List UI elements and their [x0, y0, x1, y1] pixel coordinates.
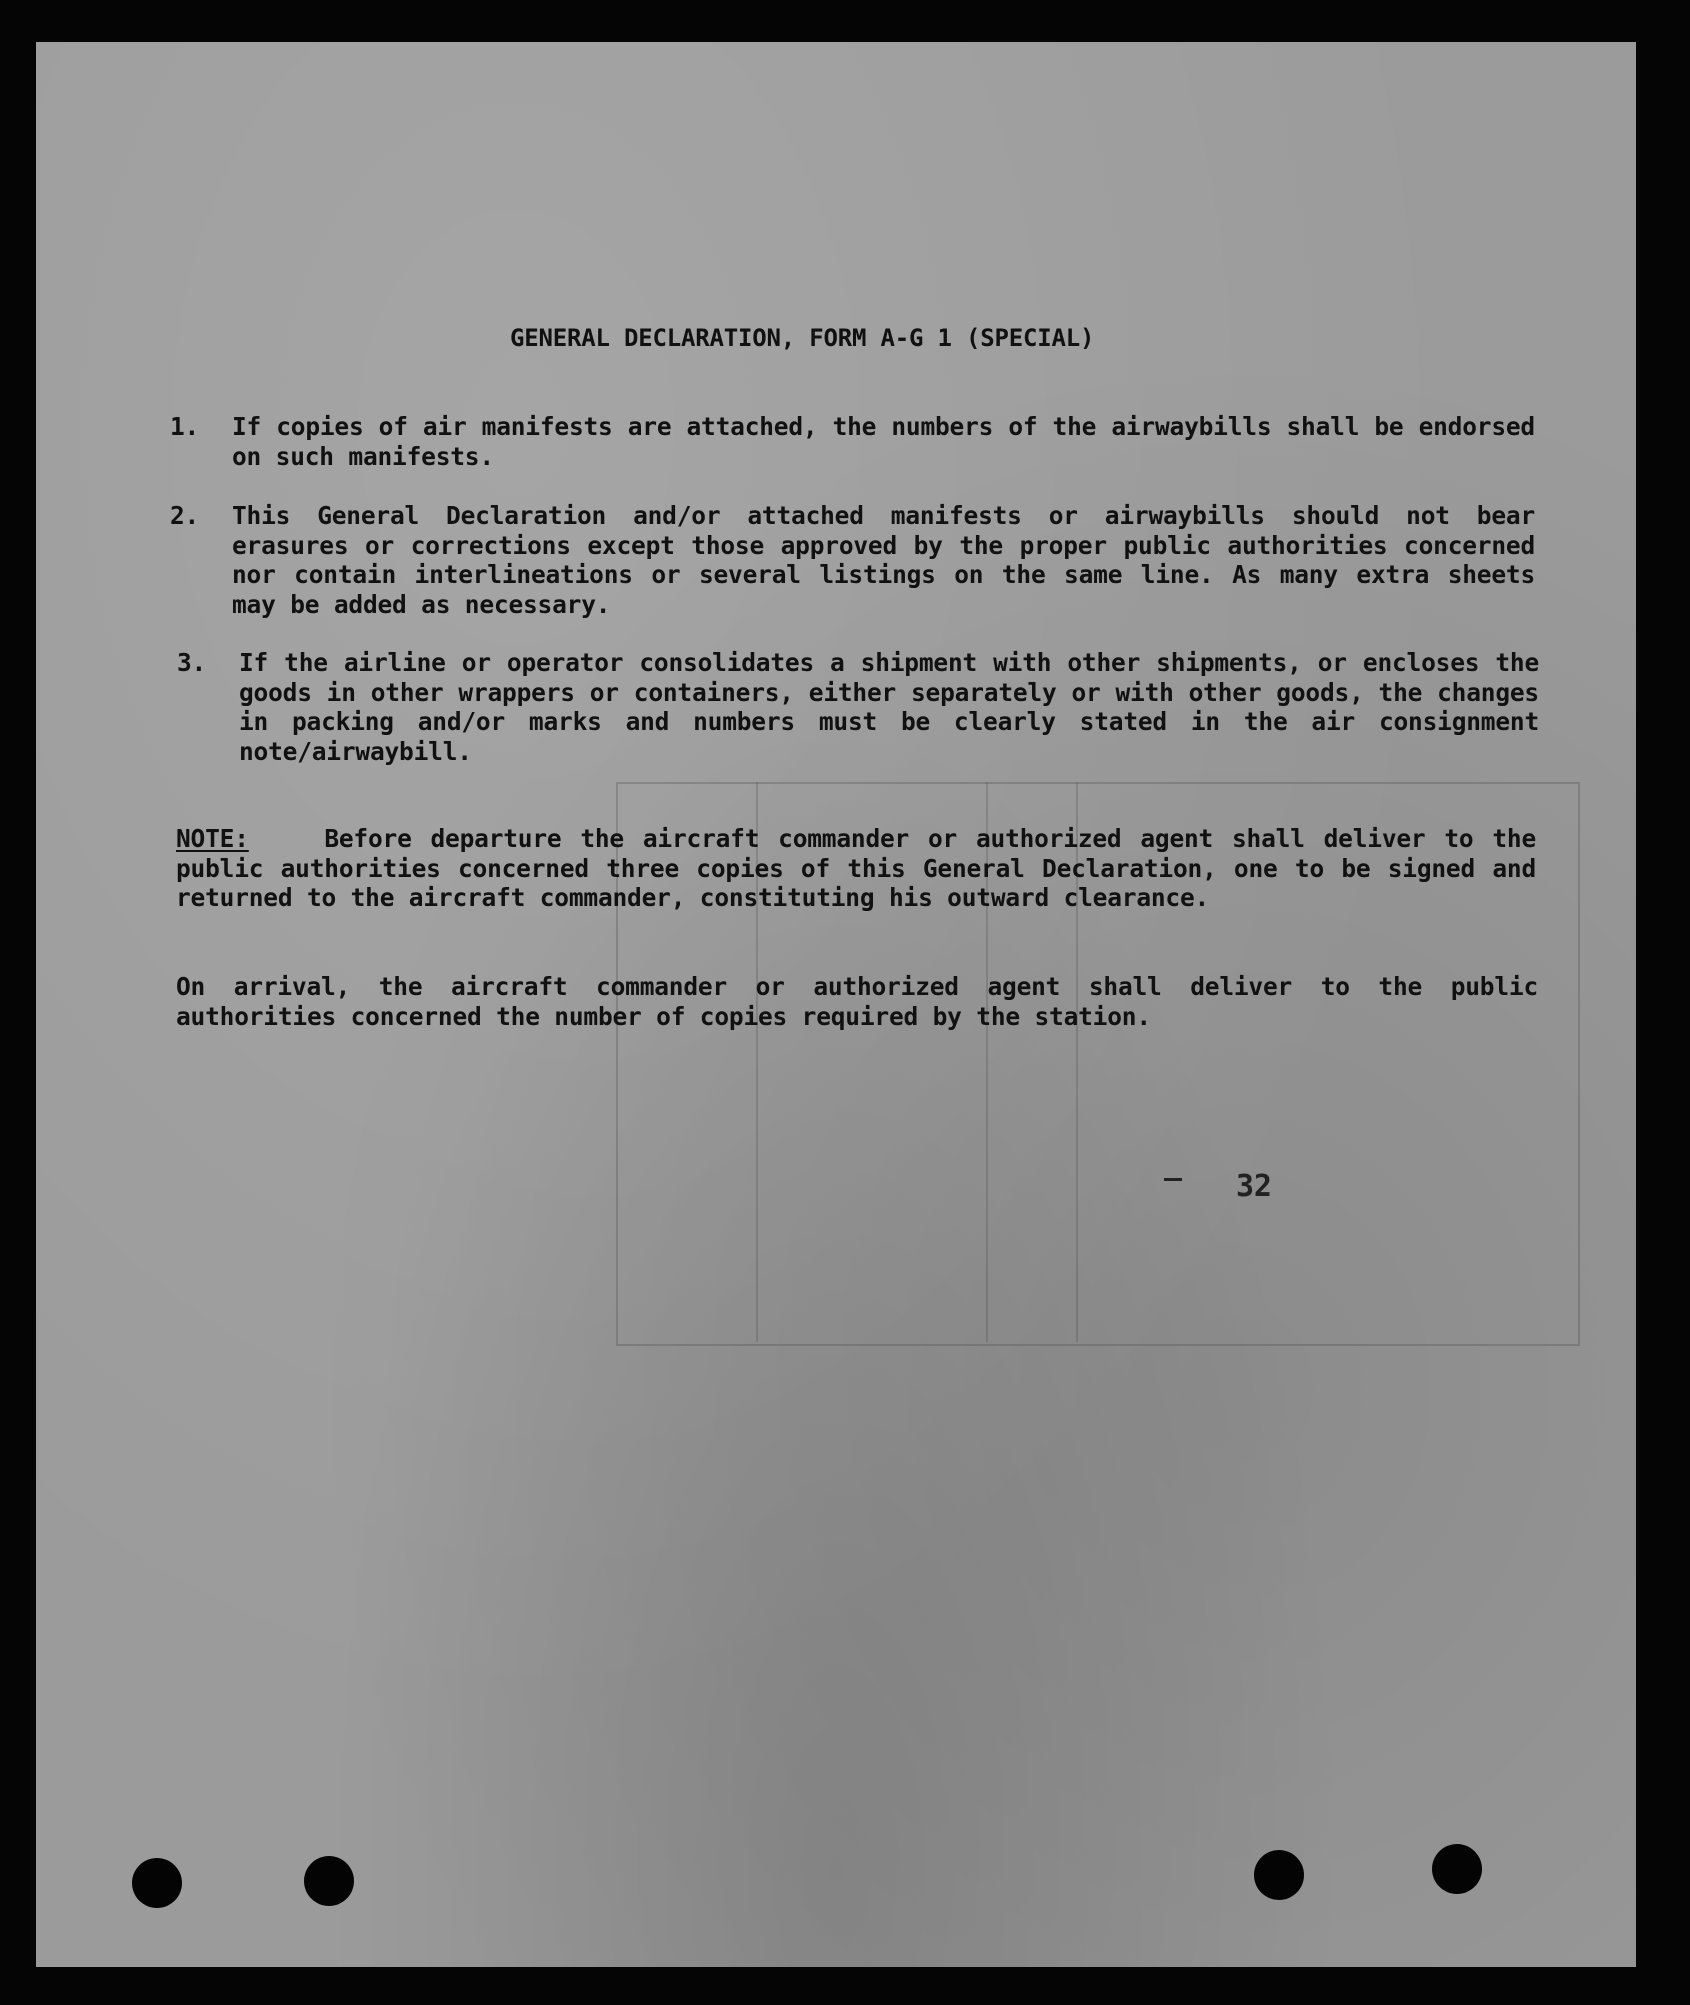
arrival-paragraph: On arrival, the aircraft commander or authorized agent shall deliver to the public authorities concerned the number of copies required by the station.: [176, 972, 1538, 1031]
page-number: 32: [1236, 1169, 1272, 1204]
item-number: 2.: [170, 501, 200, 530]
punch-hole: [1254, 1850, 1304, 1900]
page-title: GENERAL DECLARATION, FORM A-G 1 (SPECIAL): [510, 324, 1095, 352]
document-page: [36, 42, 1636, 1967]
punch-hole: [304, 1856, 354, 1906]
note-paragraph: [176, 824, 1536, 913]
punch-hole: [1432, 1844, 1482, 1894]
item-text: This General Declaration and/or attached manifests or airwaybills should not bear erasures or corrections except those approved by the proper public authorities concerned nor contain interlineations or several listings on the same line. As many extra sheets may be added as necessary.: [232, 501, 1535, 619]
note-label: NOTE:: [176, 824, 249, 853]
note-text: Before departure the aircraft commander or authorized agent shall deliver to the public authorities concerned three copies of this General Declaration, one to be signed and returned to the aircraft commander, constituting his outward clearance.: [176, 824, 1536, 912]
dash-mark: [1164, 1178, 1182, 1181]
item-text: If copies of air manifests are attached, the numbers of the airwaybills shall be endorsed on such manifests.: [232, 412, 1535, 471]
punch-hole: [132, 1858, 182, 1908]
item-number: 3.: [177, 648, 207, 677]
item-text: If the airline or operator consolidates a shipment with other shipments, or encloses the goods in other wrappers or containers, either separately or with other goods, the changes in packing and/or marks and numbers must be clearly stated in the air consignment note/airwaybill.: [239, 648, 1539, 766]
item-number: 1.: [170, 412, 200, 441]
